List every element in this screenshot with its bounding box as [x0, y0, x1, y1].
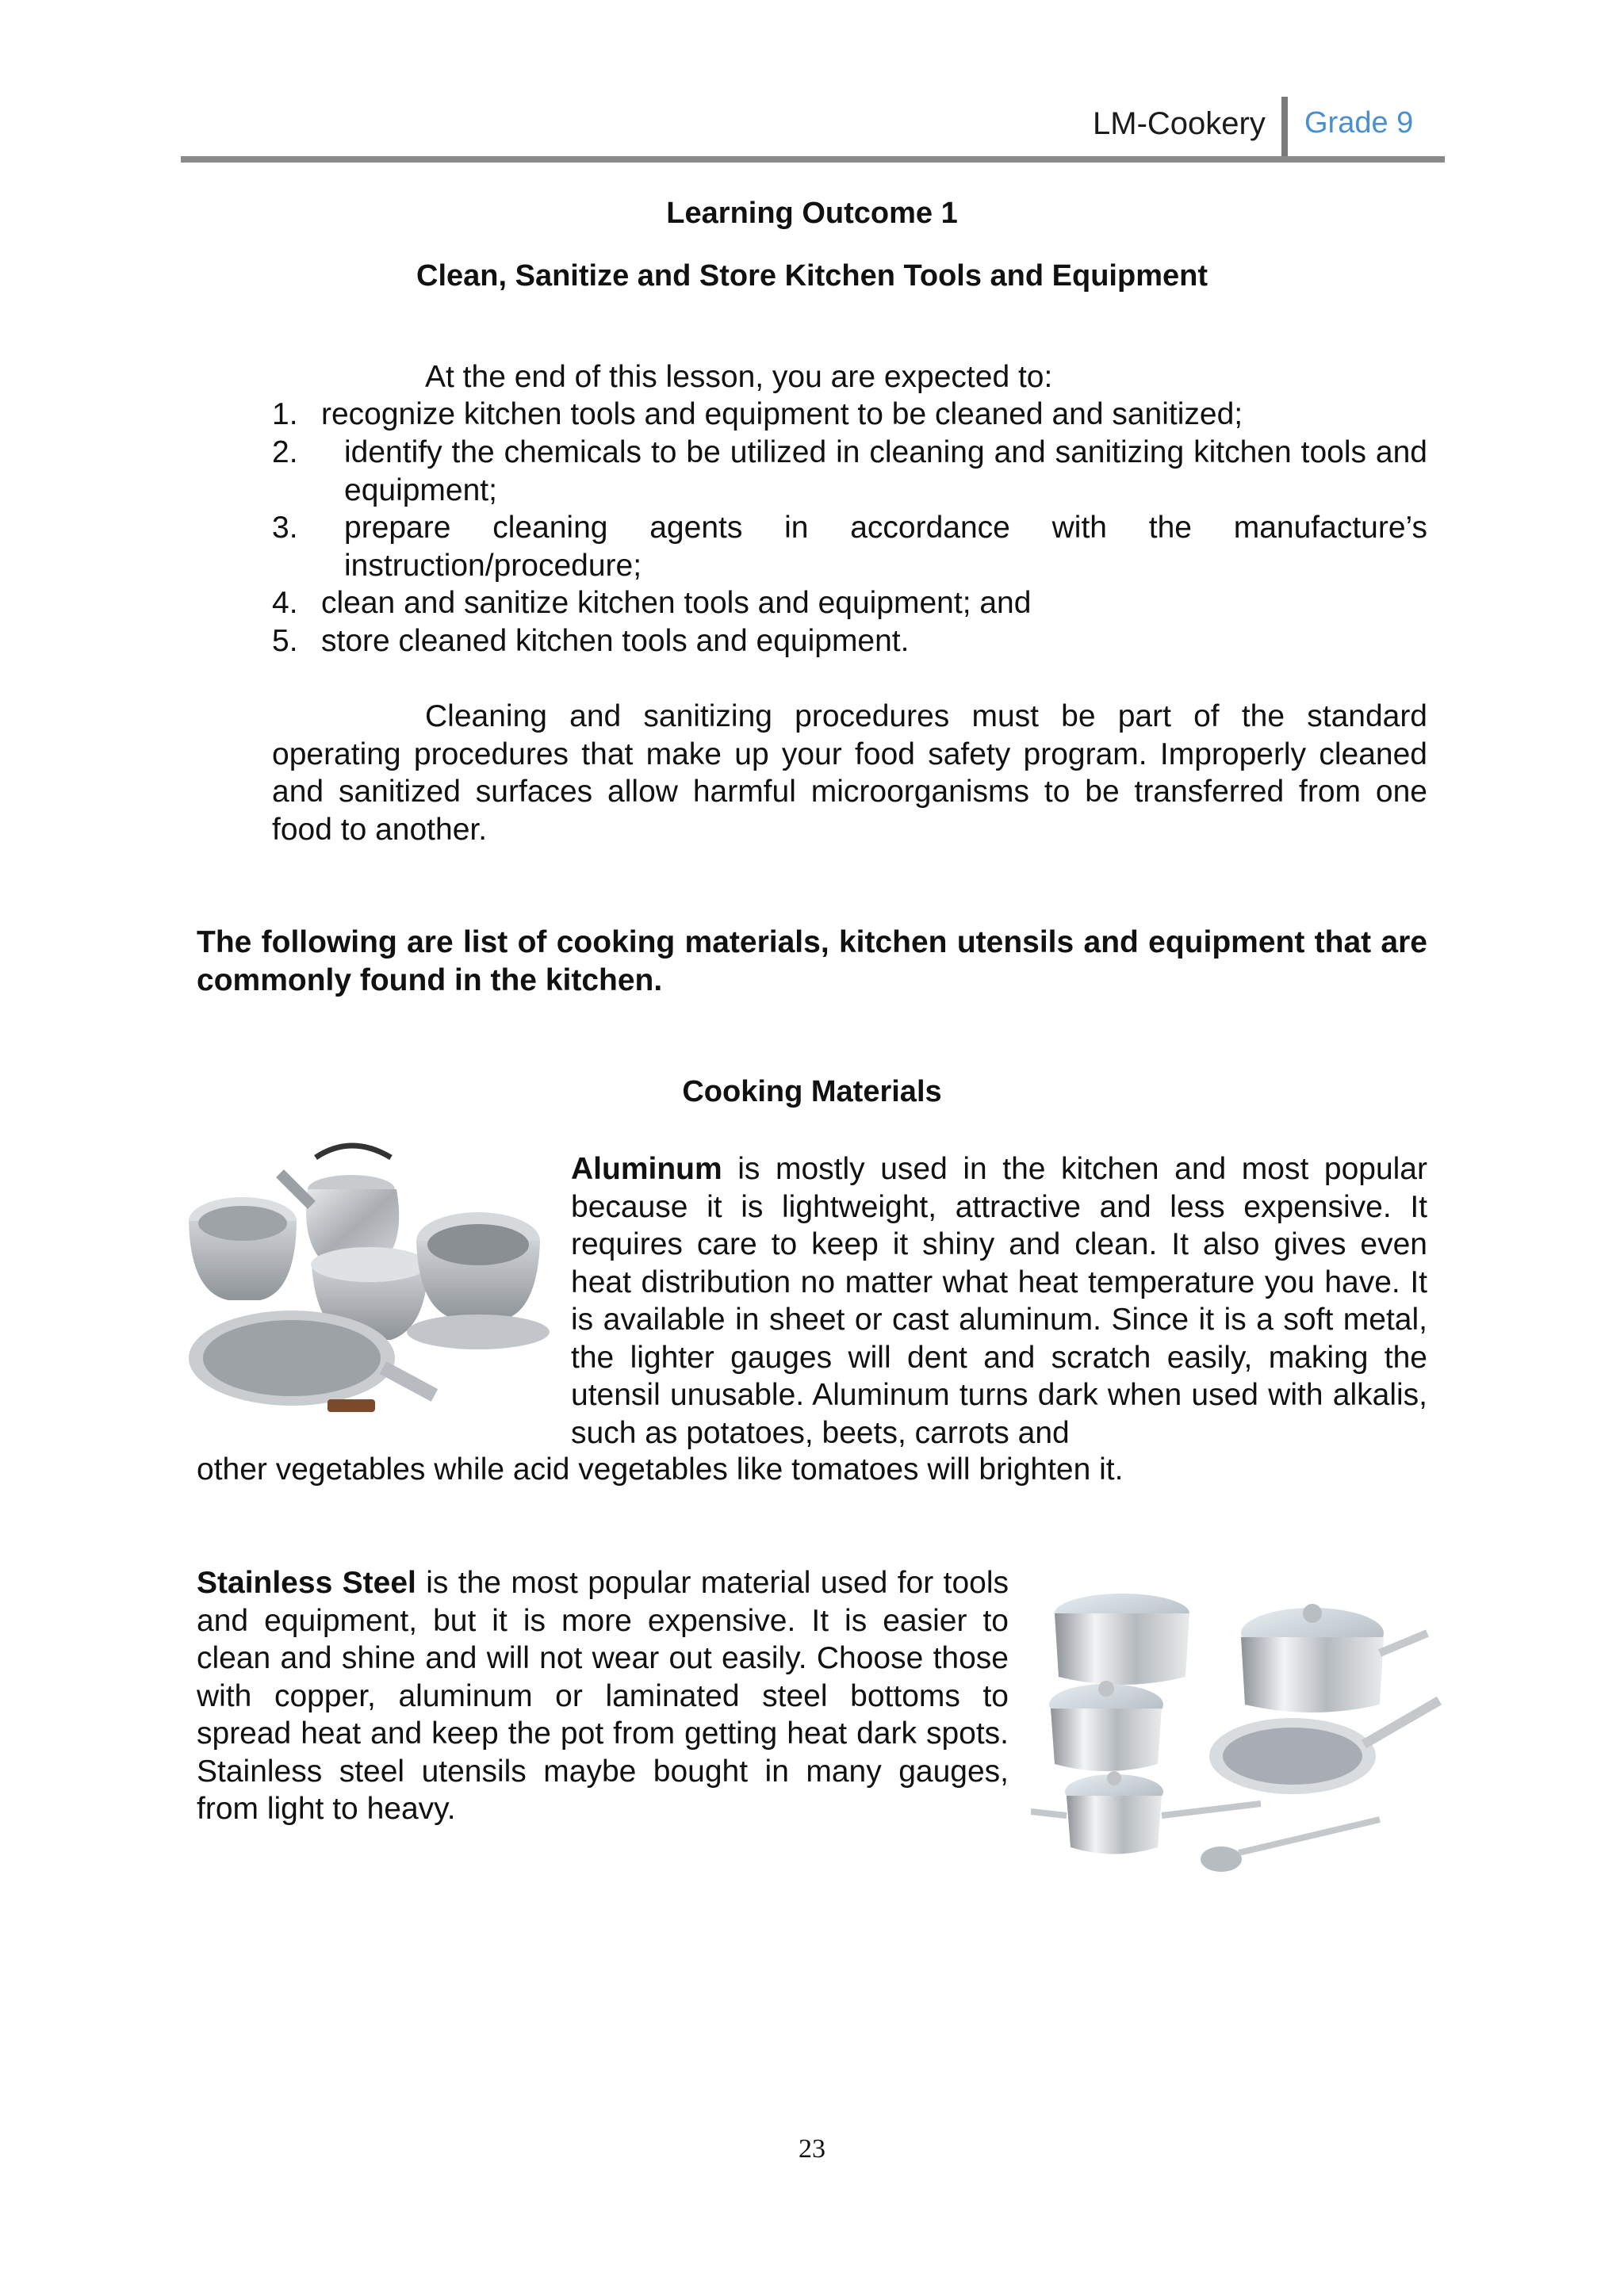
stainless-cookware-illustration	[1031, 1574, 1447, 1879]
stainless-steel-paragraph	[197, 1564, 1009, 1828]
aluminum-cookware-illustration	[181, 1130, 550, 1427]
stainless-cookware-image	[1031, 1574, 1447, 1879]
cooking-materials-heading: Cooking Materials	[682, 1075, 942, 1108]
objective-text-5: store cleaned kitchen tools and equipment.	[321, 624, 910, 658]
stainless-steel-description: is the most popular material used for tools and equipment, but it is more expensive. It is easier to clean and shine and will not wear out easily. Choose those with copper, aluminum or laminated steel bottoms to spread heat and keep the pot from getting heat dark spots. Stainless steel utensils maybe bought in many gauges, from light to heavy.	[197, 1566, 1009, 1826]
objective-num-5: 5.	[272, 624, 298, 658]
materials-list-intro: The following are list of cooking materials, kitchen utensils and equipment that are commonly found in the kitchen.	[197, 925, 1427, 997]
objective-text-2: identify the chemicals to be utilized in cleaning and sanitizing kitchen tools and equipment;	[344, 435, 1427, 507]
objective-num-4: 4.	[272, 586, 298, 620]
document-title: LM-Cookery	[1093, 106, 1266, 141]
lesson-title: Clean, Sanitize and Store Kitchen Tools and Equipment	[416, 259, 1208, 293]
objective-num-2: 2.	[272, 435, 298, 469]
aluminum-term: Aluminum	[571, 1152, 722, 1186]
header-divider	[1281, 97, 1288, 162]
objective-text-3: prepare cleaning agents in accordance with the manufacture’s instruction/procedure;	[344, 511, 1427, 583]
aluminum-cookware-image	[181, 1130, 550, 1427]
page-number: 23	[799, 2134, 825, 2164]
objective-text-4: clean and sanitize kitchen tools and equipment; and	[321, 586, 1032, 620]
stainless-steel-term: Stainless Steel	[197, 1566, 416, 1600]
objective-num-3: 3.	[272, 511, 298, 545]
learning-outcome-heading: Learning Outcome 1	[666, 197, 958, 230]
objective-num-1: 1.	[272, 397, 298, 431]
objectives-intro: At the end of this lesson, you are expected to:	[425, 360, 1053, 394]
header-rule	[181, 156, 1445, 163]
sanitizing-paragraph: Cleaning and sanitizing procedures must be part of the standard operating procedures that make up your food safety program. Improperly cleaned and sanitized surfaces allow harmful microorganisms to be transferred from one food to another.	[272, 699, 1427, 847]
aluminum-paragraph-tail: other vegetables while acid vegetables like tomatoes will brighten it.	[197, 1452, 1124, 1487]
aluminum-description: is mostly used in the kitchen and most popular because it is lightweight, attractive and less expensive. It requires care to keep it shiny and clean. It also gives even heat distribution no matter what heat temperature you have. It is available in sheet or cast aluminum. Since it is a soft metal, the lighter gauges will dent and scratch easily, making the utensil unusable. Aluminum turns dark when used with alkalis, such as potatoes, beets, carrots and	[571, 1152, 1427, 1450]
grade-label: Grade 9	[1304, 106, 1414, 140]
objective-text-1: recognize kitchen tools and equipment to be cleaned and sanitized;	[321, 397, 1243, 431]
aluminum-paragraph	[571, 1150, 1427, 1452]
